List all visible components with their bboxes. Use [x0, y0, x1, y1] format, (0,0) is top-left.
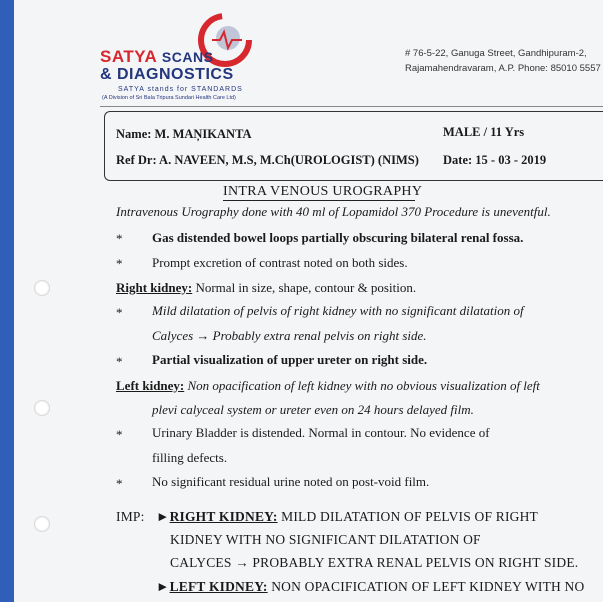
right-kidney-line: [116, 280, 416, 296]
impression-left-line: [156, 579, 584, 595]
brand-name: SATYA SCANS: [100, 47, 214, 66]
impression-right-line: [156, 509, 538, 525]
right-kidney-finding-1b: Calyces → Probably extra renal pelvis on right side.: [152, 328, 427, 343]
left-kidney-label: Left kidney:: [116, 378, 185, 393]
left-kidney-line: [116, 378, 540, 394]
impression-right-label: RIGHT KIDNEY:: [169, 509, 278, 524]
finding-bowel-gas: Gas distended bowel loops partially obscuring bilateral renal fossa.: [152, 230, 524, 245]
patient-name: Name: M. MAŅIKANTA: [116, 127, 252, 141]
left-blue-strip: [0, 0, 14, 602]
impression-left-label: LEFT KIDNEY:: [169, 579, 268, 594]
residual-urine-text: No significant residual urine noted on post-void film.: [152, 474, 430, 489]
bullet: *: [116, 256, 123, 271]
bullet: *: [116, 231, 123, 246]
report-title: INTRA VENOUS UROGRAPHY: [223, 184, 423, 199]
right-kidney-finding-2: Partial visualization of upper ureter on right side.: [152, 352, 428, 367]
report-date: Date: 15 - 03 - 2019: [443, 153, 547, 167]
arrow-icon: ►: [156, 509, 170, 524]
address-line-1: # 76-5-22, Ganuga Street, Gandhipuram-2,: [405, 48, 587, 59]
referring-doctor: Ref Dr: A. NAVEEN, M.S, M.Ch(UROLOGIST) (NIMS): [116, 153, 419, 167]
impression-right-text: MILD DILATATION OF PELVIS OF RIGHT: [277, 509, 538, 524]
left-kidney-text-2: plevi calyceal system or ureter even on 24 hours delayed film.: [152, 402, 474, 417]
impression-right-text-3: CALYCES → PROBABLY EXTRA RENAL PELVIS ON RIGHT SIDE.: [170, 555, 579, 570]
right-kidney-label: Right kidney:: [116, 280, 193, 295]
patient-gender-age: MALE / 11 Yrs: [443, 125, 525, 139]
bullet: *: [116, 427, 123, 442]
finding-contrast: Prompt excretion of contrast noted on both sides.: [152, 255, 408, 270]
header-divider: [100, 106, 603, 107]
punch-hole: [34, 280, 50, 296]
right-kidney-finding-1a: Mild dilatation of pelvis of right kidney with no significant dilatation of: [152, 303, 524, 318]
impression-label: IMP:: [116, 509, 145, 524]
division-text: (A Division of Sri Bala Tripura Sundari Health Care Ltd): [102, 95, 236, 101]
bladder-text-b: filling defects.: [152, 450, 228, 465]
impression-left-text: NON OPACIFICATION OF LEFT KIDNEY WITH NO: [267, 579, 585, 594]
intro-text: Intravenous Urography done with 40 ml of Lopamidol 370 Procedure is uneventful.: [116, 204, 551, 219]
bullet: *: [116, 305, 123, 320]
title-underline: [223, 200, 415, 201]
impression-right-text-2: KIDNEY WITH NO SIGNIFICANT DILATATION OF: [170, 532, 481, 547]
bullet: *: [116, 476, 123, 491]
punch-hole: [34, 400, 50, 416]
bladder-text-a: Urinary Bladder is distended. Normal in contour. No evidence of: [152, 425, 490, 440]
bullet: *: [116, 354, 123, 369]
arrow-icon: ►: [156, 579, 170, 594]
address-line-2: Rajamahendravaram, A.P. Phone: 85010 5557: [405, 63, 601, 74]
tagline: SATYA stands for STANDARDS: [118, 86, 243, 93]
patient-info-box: [104, 111, 603, 181]
right-kidney-text: Normal in size, shape, contour & position.: [192, 280, 417, 295]
punch-hole: [34, 516, 50, 532]
left-kidney-text: Non opacification of left kidney with no obvious visualization of left: [184, 378, 540, 393]
brand-diagnostics: & DIAGNOSTICS: [100, 66, 234, 83]
